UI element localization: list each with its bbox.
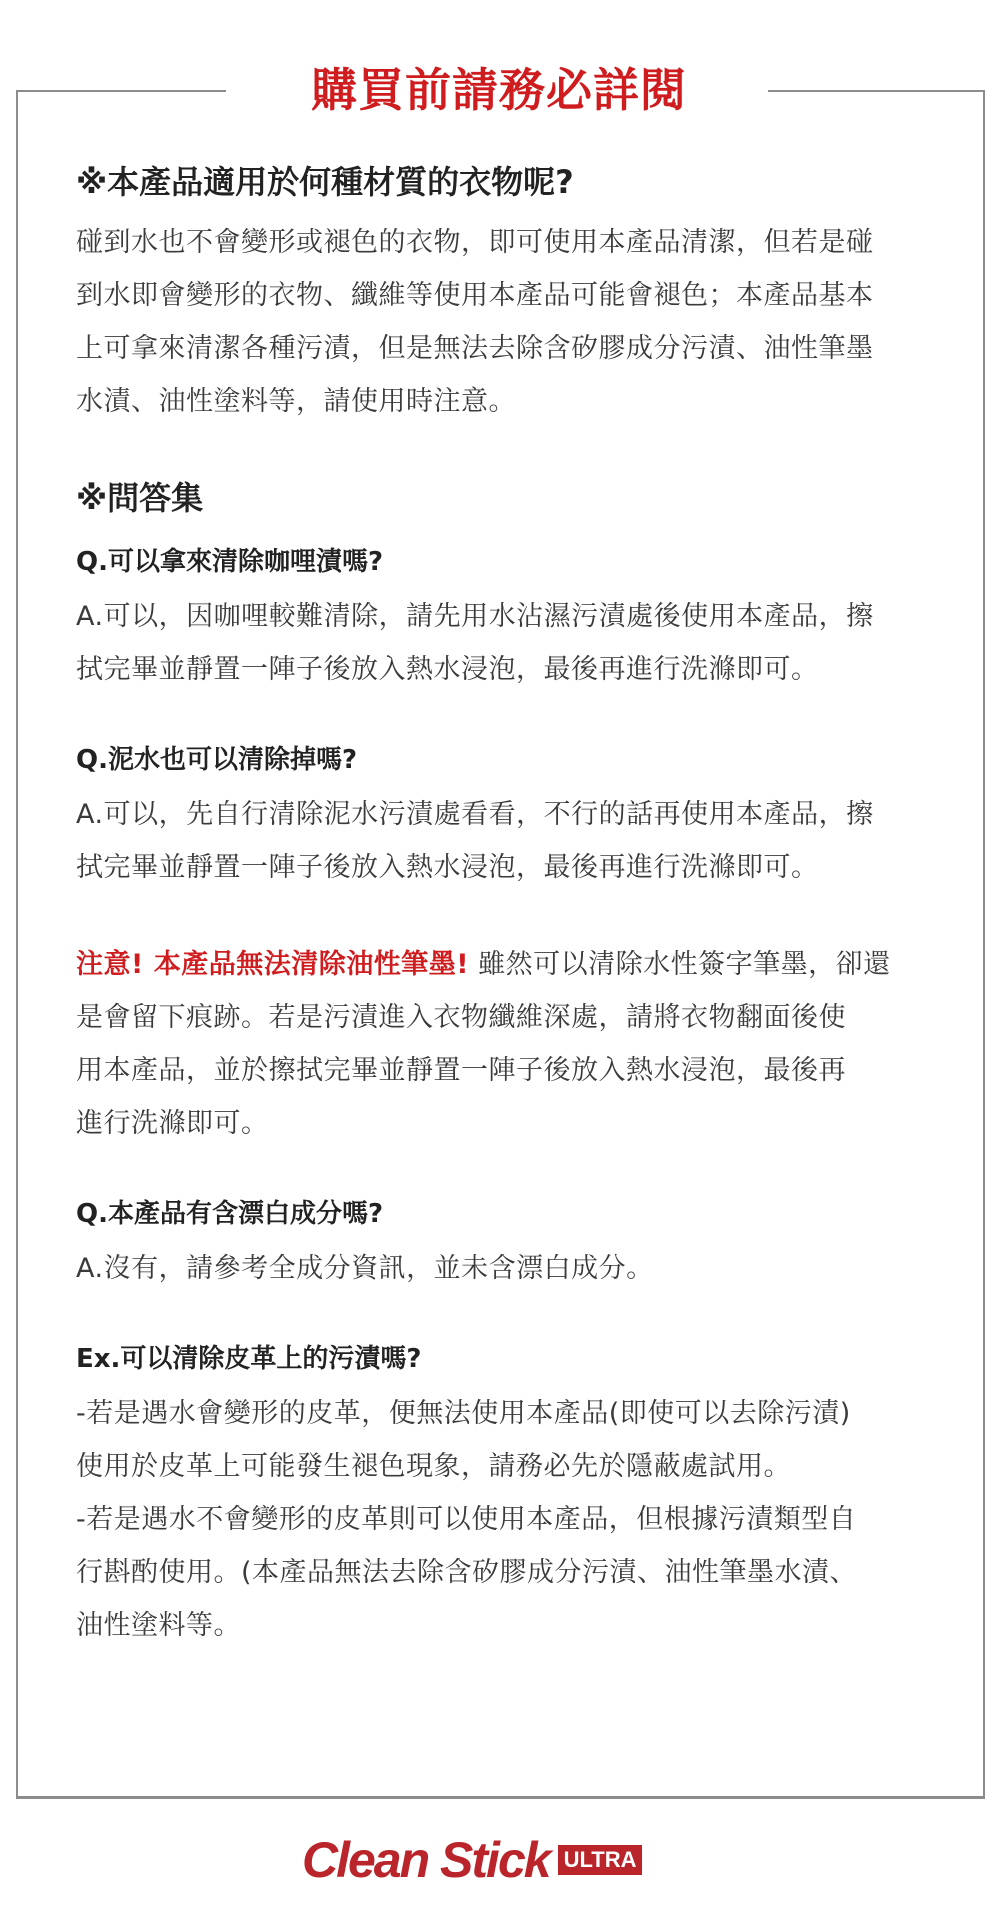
faq-answer [76, 788, 936, 894]
answer-line: 拭完畢並靜置一陣子後放入熱水浸泡，最後再進行洗滌即可。 [76, 852, 819, 883]
faq-question: Q.泥水也可以清除掉嗎? [76, 745, 358, 775]
warning-line: 用本產品，並於擦拭完畢並靜置一陣子後放入熱水浸泡，最後再 [76, 1055, 846, 1086]
warning-line: 是會留下痕跡。若是污漬進入衣物纖維深處，請將衣物翻面後使 [76, 1002, 846, 1033]
material-line: 到水即會變形的衣物、纖維等使用本產品可能會褪色；本產品基本 [76, 280, 874, 311]
warning-line: 進行洗滌即可。 [76, 1108, 269, 1139]
faq-question: Q.可以拿來清除咖哩漬嗎? [76, 547, 384, 577]
answer-line: 使用於皮革上可能發生褪色現象，請務必先於隱蔽處試用。 [76, 1451, 791, 1482]
faq-answer [76, 1387, 936, 1652]
material-heading: ※本產品適用於何種材質的衣物呢? [76, 163, 574, 201]
clean-stick-logo [302, 1832, 642, 1888]
answer-line: 拭完畢並靜置一陣子後放入熱水浸泡，最後再進行洗滌即可。 [76, 654, 819, 685]
frame-top-right-line [768, 90, 985, 92]
page-title: 購買前請務必詳閱 [311, 63, 687, 117]
material-section [76, 160, 936, 428]
material-body [76, 216, 936, 428]
answer-line: -若是遇水不會變形的皮革則可以使用本產品，但根據污漬類型自 [76, 1504, 857, 1535]
faq-item-leather [76, 1339, 936, 1652]
warning-body [76, 938, 936, 1150]
oil-ink-warning [76, 938, 936, 1150]
faq-answer [76, 1242, 936, 1295]
warning-highlight: 注意! 本產品無法清除油性筆墨! [76, 949, 470, 980]
faq-item-mud [76, 740, 936, 894]
answer-line: -若是遇水會變形的皮革，便無法使用本產品(即使可以去除污漬) [76, 1398, 851, 1429]
answer-line: A.可以，因咖哩較難清除，請先用水沾濕污漬處後使用本產品，擦 [76, 601, 874, 632]
material-line: 碰到水也不會變形或褪色的衣物，即可使用本產品清潔，但若是碰 [76, 227, 874, 258]
frame-top-left-line [16, 90, 226, 92]
logo-wordmark: Clean Stick [302, 1832, 550, 1888]
answer-line: 油性塗料等。 [76, 1610, 241, 1641]
faq-item-curry [76, 542, 936, 696]
faq-heading: ※問答集 [76, 479, 204, 517]
faq-question: Ex.可以清除皮革上的污漬嗎? [76, 1344, 422, 1374]
warning-first-line-rest: 雖然可以清除水性簽字筆墨，卻還 [469, 949, 891, 980]
faq-answer [76, 590, 936, 696]
answer-line: A.可以，先自行清除泥水污漬處看看，不行的話再使用本產品，擦 [76, 799, 874, 830]
material-line: 水漬、油性塗料等，請使用時注意。 [76, 386, 516, 417]
faq-item-bleach [76, 1194, 936, 1295]
content [76, 160, 936, 1652]
material-line: 上可拿來清潔各種污漬，但是無法去除含矽膠成分污漬、油性筆墨 [76, 333, 874, 364]
faq-question: Q.本產品有含漂白成分嗎? [76, 1199, 384, 1229]
answer-line: 行斟酌使用。(本產品無法去除含矽膠成分污漬、油性筆墨水漬、 [76, 1557, 858, 1588]
warning-first-line [76, 938, 936, 991]
answer-line: A.沒有，請參考全成分資訊，並未含漂白成分。 [76, 1253, 654, 1284]
logo-ultra-badge: ULTRA [558, 1845, 643, 1875]
